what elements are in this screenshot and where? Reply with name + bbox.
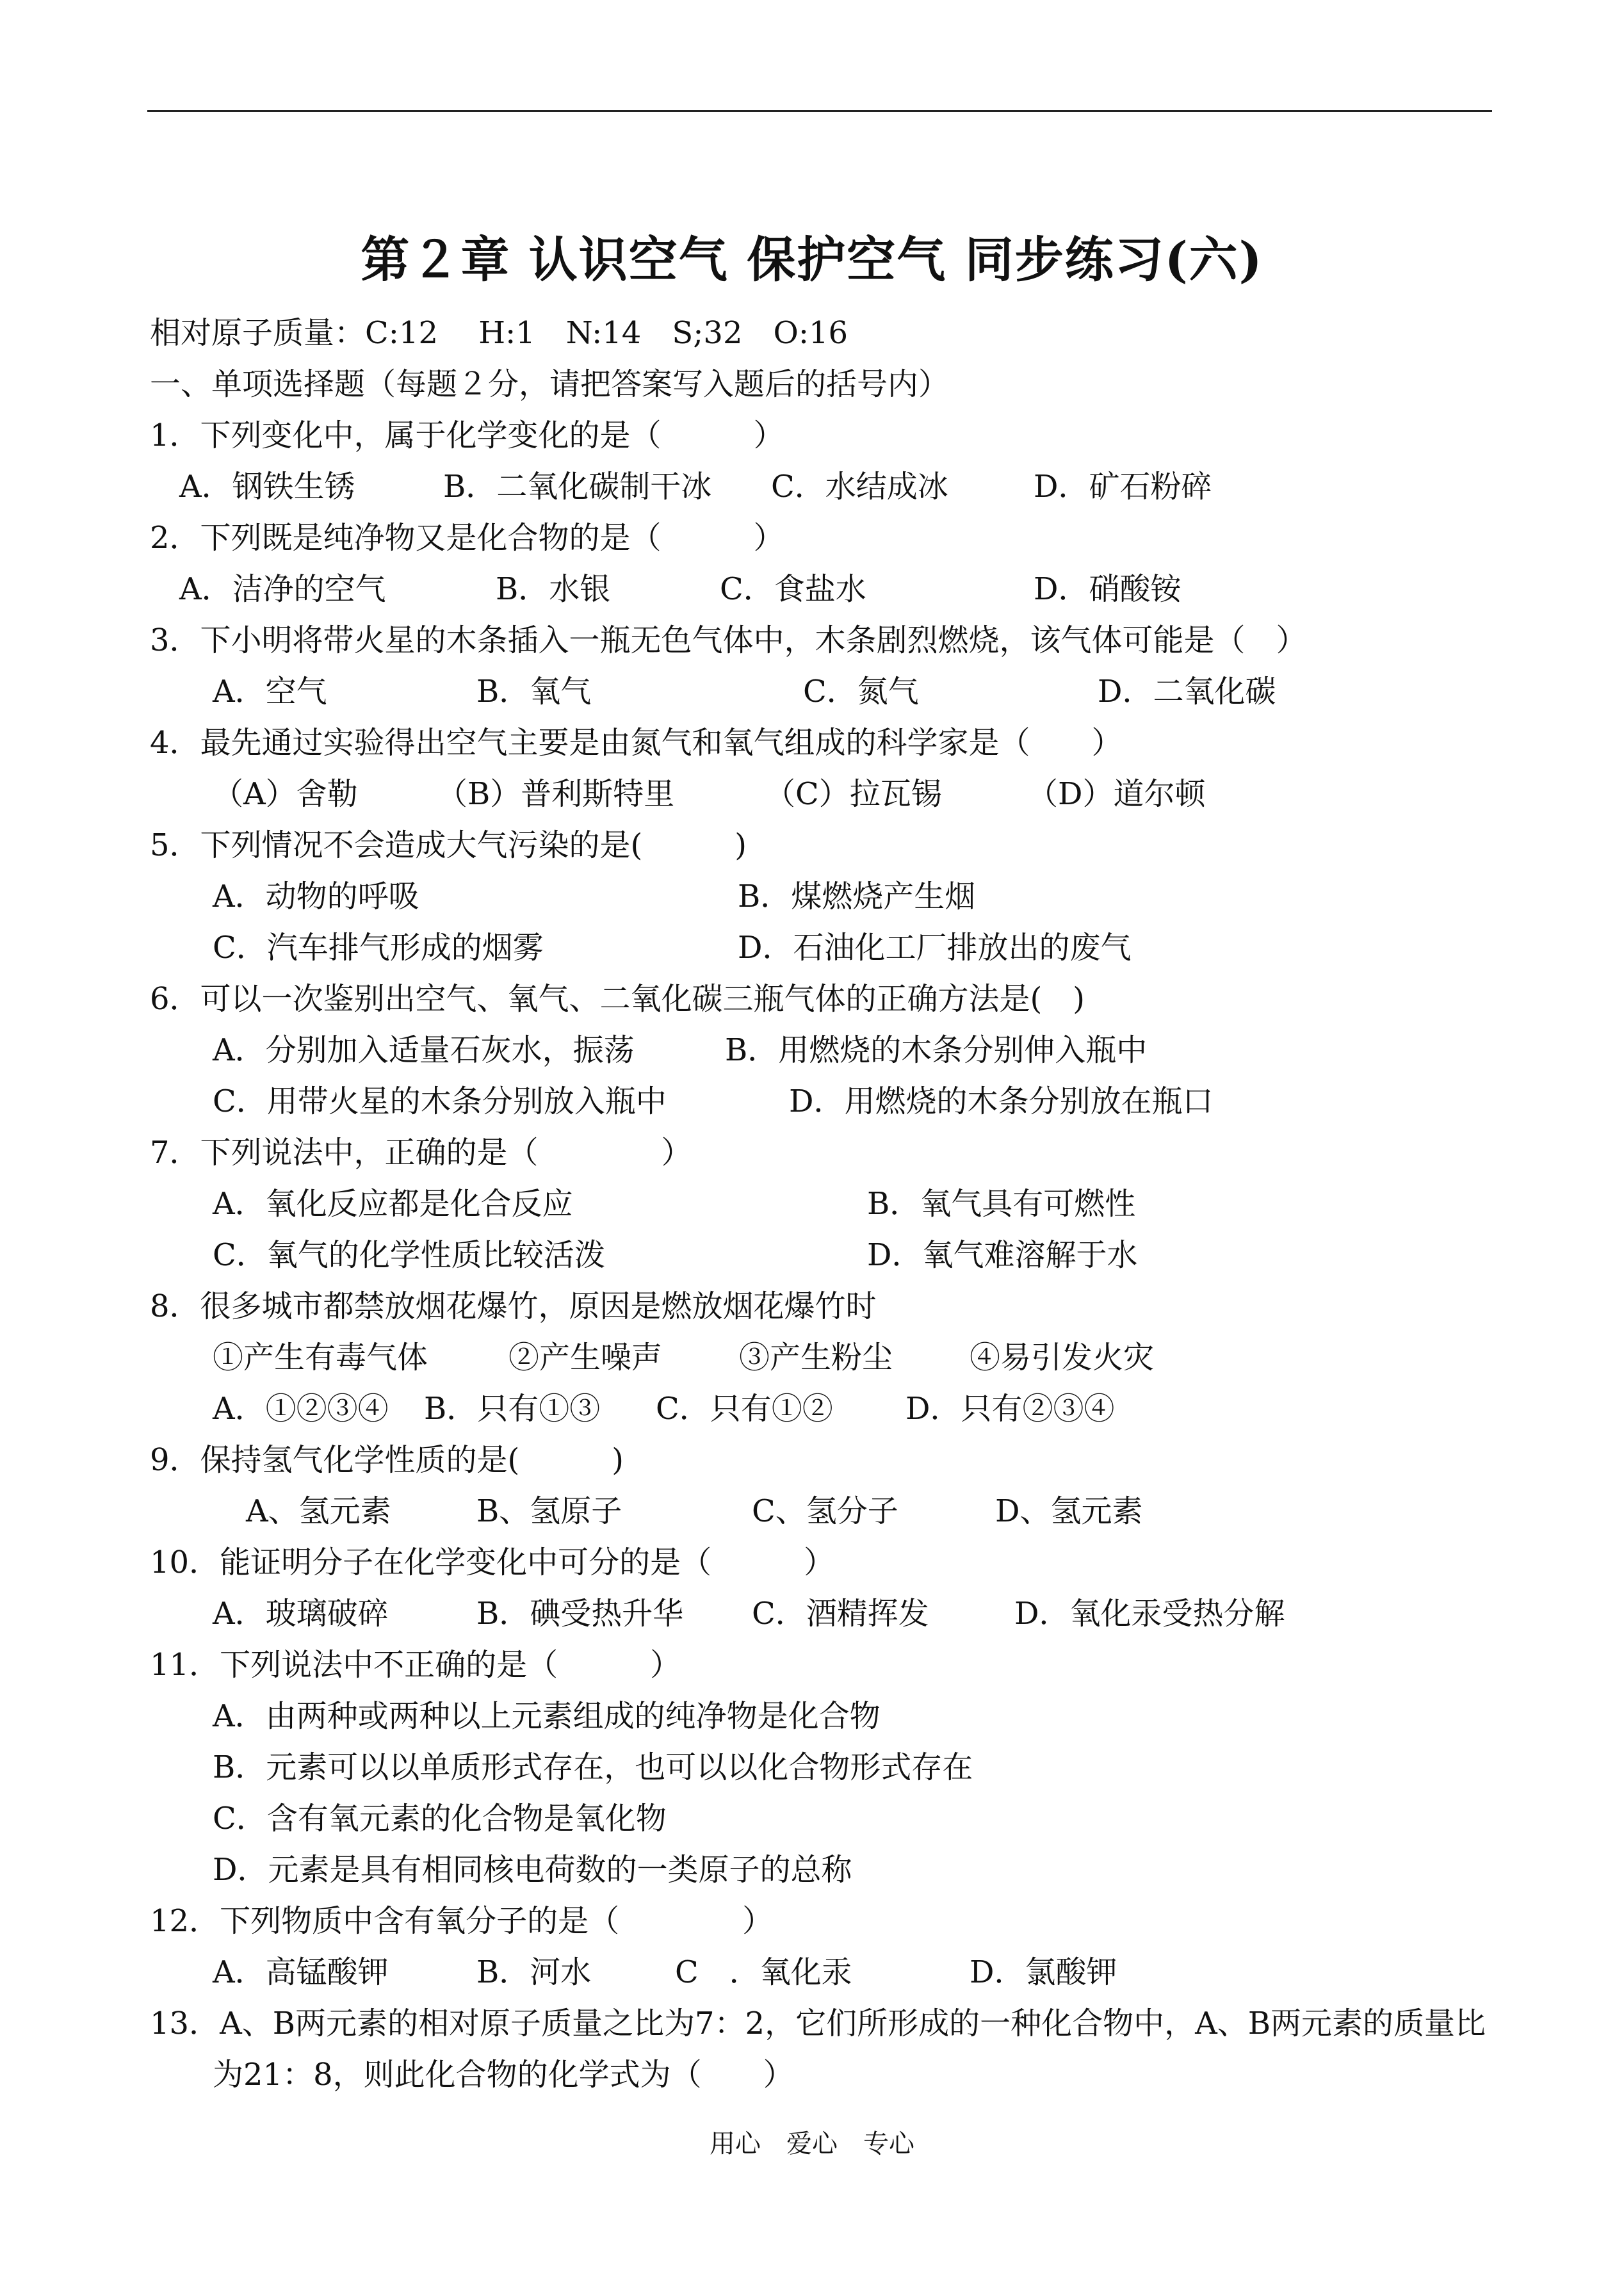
option: A、氢元素 [246, 1493, 391, 1529]
question-stem: 3．下小明将带火星的木条插入一瓶无色气体中，木条剧烈燃烧，该气体可能是（ ） [150, 622, 1307, 658]
option-row [150, 1178, 1501, 1229]
header-rule [147, 110, 1492, 112]
question-stem: 4．最先通过实验得出空气主要是由氮气和氧气组成的科学家是（ ） [150, 725, 1123, 761]
numbered-item: ④易引发火灾 [970, 1340, 1155, 1375]
option: D、氢元素 [995, 1493, 1143, 1529]
option: C．只有①② [656, 1391, 833, 1427]
option: B．水银 [496, 571, 611, 607]
option: A．氧化反应都是化合反应 [213, 1186, 573, 1222]
option-row [150, 922, 1501, 973]
option-row [150, 1383, 1501, 1434]
option-row [150, 1076, 1501, 1127]
option: D．元素是具有相同核电荷数的一类原子的总称 [213, 1852, 852, 1888]
question-stem: 7．下列说法中，正确的是（ ） [150, 1135, 692, 1171]
option: D．氧化汞受热分解 [1014, 1596, 1285, 1632]
option: B．只有①③ [424, 1391, 601, 1427]
option: A．动物的呼吸 [213, 879, 419, 914]
option-row [150, 666, 1501, 717]
option: （C）拉瓦锡 [765, 776, 942, 812]
option: D．氯酸钾 [970, 1954, 1117, 1990]
option: C．含有氧元素的化合物是氧化物 [213, 1801, 667, 1837]
option: D．二氧化碳 [1098, 674, 1276, 710]
option: A．钢铁生锈 [179, 469, 355, 505]
option-row [150, 768, 1501, 820]
numbered-item: ②产生噪声 [508, 1340, 663, 1375]
option-row [150, 564, 1501, 615]
option-row [150, 1947, 1501, 1998]
atomic-mass-line: 相对原子质量：C:12 H:1 N:14 S;32 O:16 [150, 315, 849, 351]
question-stem: 12．下列物质中含有氧分子的是（ ） [150, 1903, 774, 1939]
section-heading: 一、单项选择题（每题２分，请把答案写入题后的括号内） [150, 366, 950, 402]
option: A．玻璃破碎 [213, 1596, 389, 1632]
option: B．元素可以以单质形式存在，也可以以化合物形式存在 [213, 1749, 973, 1785]
option: A．高锰酸钾 [213, 1954, 389, 1990]
option: C．汽车排气形成的烟雾 [213, 930, 544, 966]
page-title: 第２章 认识空气 保护空气 同步练习(六) [361, 231, 1263, 288]
question-stem: 10．能证明分子在化学变化中可分的是（ ） [150, 1545, 835, 1580]
option: A．洁净的空气 [179, 571, 386, 607]
option: C．用带火星的木条分别放入瓶中 [213, 1083, 667, 1119]
question-stem: 9．保持氢气化学性质的是( ) [150, 1442, 624, 1478]
option: D．硝酸铵 [1034, 571, 1181, 607]
option-row [150, 1229, 1501, 1281]
option: A．分别加入适量石灰水，振荡 [213, 1032, 635, 1068]
question-stem: 1．下列变化中，属于化学变化的是（ ） [150, 418, 784, 453]
option: D．氧气难溶解于水 [867, 1237, 1138, 1273]
option-row [150, 461, 1501, 512]
option: C．酒精挥发 [752, 1596, 929, 1632]
question-stem: 5．下列情况不会造成大气污染的是( ) [150, 827, 747, 863]
option: B．煤燃烧产生烟 [738, 879, 976, 914]
option: B．河水 [476, 1954, 592, 1990]
option: （A）舍勒 [213, 776, 358, 812]
item-row [150, 1332, 1501, 1383]
question-stem: 11．下列说法中不正确的是（ ） [150, 1647, 681, 1683]
option: D．只有②③④ [905, 1391, 1115, 1427]
option: A．①②③④ [213, 1391, 389, 1427]
option: D．石油化工厂排放出的废气 [738, 930, 1132, 966]
option: A．空气 [213, 674, 327, 710]
option: B．氧气 [476, 674, 592, 710]
option: B．碘受热升华 [476, 1596, 684, 1632]
page-footer: 用心 爱心 专心 [710, 2129, 914, 2159]
option: B．二氧化碳制干冰 [443, 469, 712, 505]
option: D．矿石粉碎 [1034, 469, 1212, 505]
option: C、氢分子 [752, 1493, 898, 1529]
option: B．用燃烧的木条分别伸入瓶中 [725, 1032, 1148, 1068]
option-row [150, 871, 1501, 922]
question-stem: 2．下列既是纯净物又是化合物的是（ ） [150, 520, 784, 556]
option-row [150, 1025, 1501, 1076]
option: C ．氧化汞 [675, 1954, 852, 1990]
option: D．用燃烧的木条分别放在瓶口 [789, 1083, 1214, 1119]
question-stem: 6．可以一次鉴别出空气、氧气、二氧化碳三瓶气体的正确方法是( ) [150, 981, 1085, 1017]
question-list [150, 307, 1501, 2100]
numbered-item: ③产生粉尘 [739, 1340, 893, 1375]
question-stem: 13．A、B两元素的相对原子质量之比为7：2，它们所形成的一种化合物中，A、B两元素的质量比为21：8，则此化合物的化学式为（ ） [150, 2006, 1486, 2093]
option: C．水结成冰 [771, 469, 948, 505]
numbered-item: ①产生有毒气体 [213, 1340, 428, 1375]
question-stem: 8．很多城市都禁放烟花爆竹，原因是燃放烟花爆竹时 [150, 1288, 877, 1324]
option: A．由两种或两种以上元素组成的纯净物是化合物 [213, 1698, 881, 1734]
option: （B）普利斯特里 [437, 776, 675, 812]
option-row [150, 1588, 1501, 1639]
option: B、氢原子 [476, 1493, 622, 1529]
option: C．食盐水 [720, 571, 866, 607]
option-row [150, 1486, 1501, 1537]
option: C．氧气的化学性质比较活泼 [213, 1237, 605, 1273]
option: B．氧气具有可燃性 [867, 1186, 1136, 1222]
option: （D）道尔顿 [1027, 776, 1206, 812]
option: C．氮气 [803, 674, 919, 710]
